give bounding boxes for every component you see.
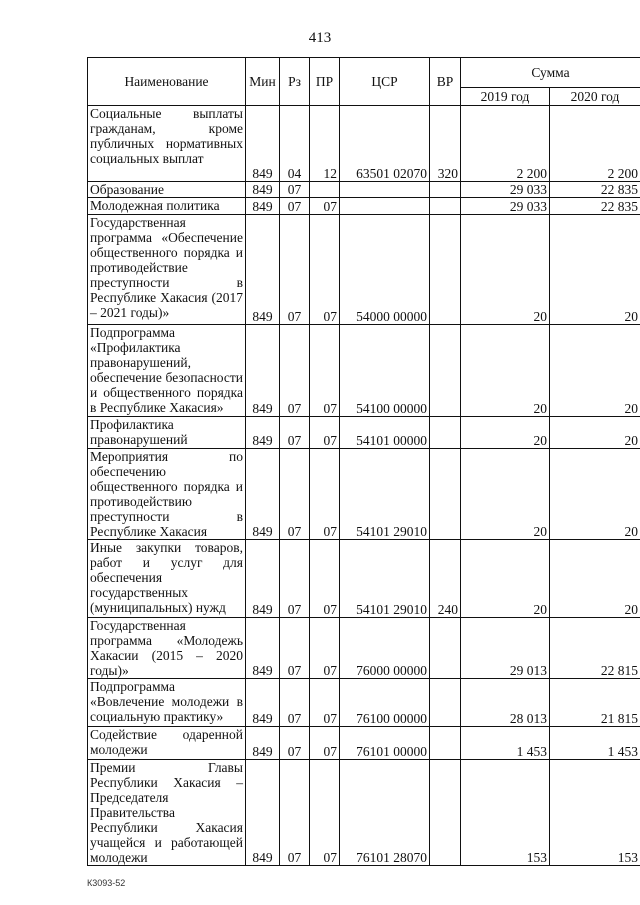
row-rz: 07 [280,449,310,540]
row-rz: 07 [280,727,310,760]
footer-code: К3093-52 [87,878,126,888]
row-csr: 76100 00000 [340,679,430,727]
header-rz: Рз [280,58,310,106]
row-min: 849 [246,449,280,540]
page-number: 413 [308,30,332,46]
table-row [88,727,640,760]
row-vr [430,198,461,215]
row-sum-2019: 29 033 [461,182,550,198]
row-name: Молодежная политика [88,198,246,215]
row-sum-2020: 2 200 [550,106,640,182]
table-body [88,106,640,866]
row-csr: 54101 29010 [340,540,430,618]
row-vr [430,760,461,866]
row-name: Премии Главы Республики Хакасия – Председателя Правительства Республики Хакасия учащейся и работающей молодежи [88,760,246,866]
row-vr [430,417,461,449]
row-name: Государственная программа «Молодежь Хакасии (2015 – 2020 годы)» [88,618,246,679]
header-sum: Сумма [461,58,640,88]
row-name: Подпрограмма «Профилактика правонарушений, обеспечение безопасности и общественного порядка в Республике Хакасия» [88,325,246,417]
row-pr: 07 [310,618,340,679]
row-name: Социальные выплаты гражданам, кроме публичных нормативных социальных выплат [88,106,246,182]
row-csr [340,182,430,198]
row-pr: 07 [310,449,340,540]
row-vr [430,449,461,540]
row-sum-2019: 20 [461,417,550,449]
row-pr: 07 [310,215,340,325]
row-min: 849 [246,215,280,325]
row-sum-2020: 20 [550,215,640,325]
row-sum-2020: 20 [550,325,640,417]
table-row [88,449,640,540]
row-vr [430,618,461,679]
row-rz: 07 [280,182,310,198]
row-min: 849 [246,325,280,417]
row-pr: 07 [310,540,340,618]
row-min: 849 [246,106,280,182]
row-pr: 12 [310,106,340,182]
row-rz: 07 [280,679,310,727]
row-min: 849 [246,760,280,866]
row-name: Образование [88,182,246,198]
row-csr [340,198,430,215]
row-sum-2020: 20 [550,449,640,540]
row-pr: 07 [310,198,340,215]
row-csr: 54100 00000 [340,325,430,417]
header-pr: ПР [310,58,340,106]
row-sum-2020: 20 [550,540,640,618]
table-row [88,618,640,679]
row-rz: 07 [280,215,310,325]
row-vr [430,679,461,727]
row-rz: 07 [280,325,310,417]
row-sum-2020: 1 453 [550,727,640,760]
table-row [88,540,640,618]
row-csr: 76101 00000 [340,727,430,760]
row-name: Государственная программа «Обеспечение общественного порядка и противодействие преступности в Республике Хакасия (2017 – 2021 годы)» [88,215,246,325]
row-sum-2019: 2 200 [461,106,550,182]
row-pr: 07 [310,417,340,449]
row-csr: 63501 02070 [340,106,430,182]
row-sum-2020: 153 [550,760,640,866]
table-row [88,215,640,325]
row-sum-2019: 28 013 [461,679,550,727]
header-vr: ВР [430,58,461,106]
row-sum-2019: 29 013 [461,618,550,679]
row-csr: 54101 00000 [340,417,430,449]
row-vr [430,215,461,325]
table-row [88,679,640,727]
row-sum-2019: 20 [461,215,550,325]
row-pr: 07 [310,760,340,866]
row-sum-2020: 21 815 [550,679,640,727]
budget-table [87,57,640,866]
row-min: 849 [246,198,280,215]
row-vr [430,325,461,417]
row-csr: 54000 00000 [340,215,430,325]
table-header [88,58,640,106]
row-sum-2019: 1 453 [461,727,550,760]
row-pr: 07 [310,325,340,417]
row-sum-2019: 20 [461,449,550,540]
row-name: Содействие одаренной молодежи [88,727,246,760]
row-csr: 54101 29010 [340,449,430,540]
row-sum-2019: 29 033 [461,198,550,215]
row-min: 849 [246,679,280,727]
row-sum-2020: 20 [550,417,640,449]
row-sum-2020: 22 815 [550,618,640,679]
table-row [88,417,640,449]
row-sum-2019: 153 [461,760,550,866]
row-pr [310,182,340,198]
table-row [88,198,640,215]
row-min: 849 [246,182,280,198]
table-row [88,106,640,182]
row-vr: 240 [430,540,461,618]
row-rz: 07 [280,198,310,215]
row-name: Иные закупки товаров, работ и услуг для обеспечения государственных (муниципальных) нужд [88,540,246,618]
table-row [88,325,640,417]
header-csr: ЦСР [340,58,430,106]
header-min: Мин [246,58,280,106]
row-csr: 76101 28070 [340,760,430,866]
row-name: Мероприятия по обеспечению общественного порядка и противодействию преступности в Республике Хакасия [88,449,246,540]
row-pr: 07 [310,679,340,727]
row-sum-2019: 20 [461,325,550,417]
row-vr [430,727,461,760]
row-vr: 320 [430,106,461,182]
row-sum-2020: 22 835 [550,198,640,215]
row-min: 849 [246,727,280,760]
row-name: Подпрограмма «Вовлечение молодежи в социальную практику» [88,679,246,727]
row-min: 849 [246,618,280,679]
row-rz: 04 [280,106,310,182]
row-min: 849 [246,417,280,449]
row-min: 849 [246,540,280,618]
row-rz: 07 [280,540,310,618]
row-sum-2020: 22 835 [550,182,640,198]
header-year-2020: 2020 год [550,88,640,106]
row-pr: 07 [310,727,340,760]
row-name: Профилактика правонарушений [88,417,246,449]
header-year-2019: 2019 год [461,88,550,106]
table-row [88,760,640,866]
row-rz: 07 [280,417,310,449]
row-vr [430,182,461,198]
row-sum-2019: 20 [461,540,550,618]
header-name: Наименование [88,58,246,106]
table-row [88,182,640,198]
row-rz: 07 [280,618,310,679]
row-rz: 07 [280,760,310,866]
row-csr: 76000 00000 [340,618,430,679]
